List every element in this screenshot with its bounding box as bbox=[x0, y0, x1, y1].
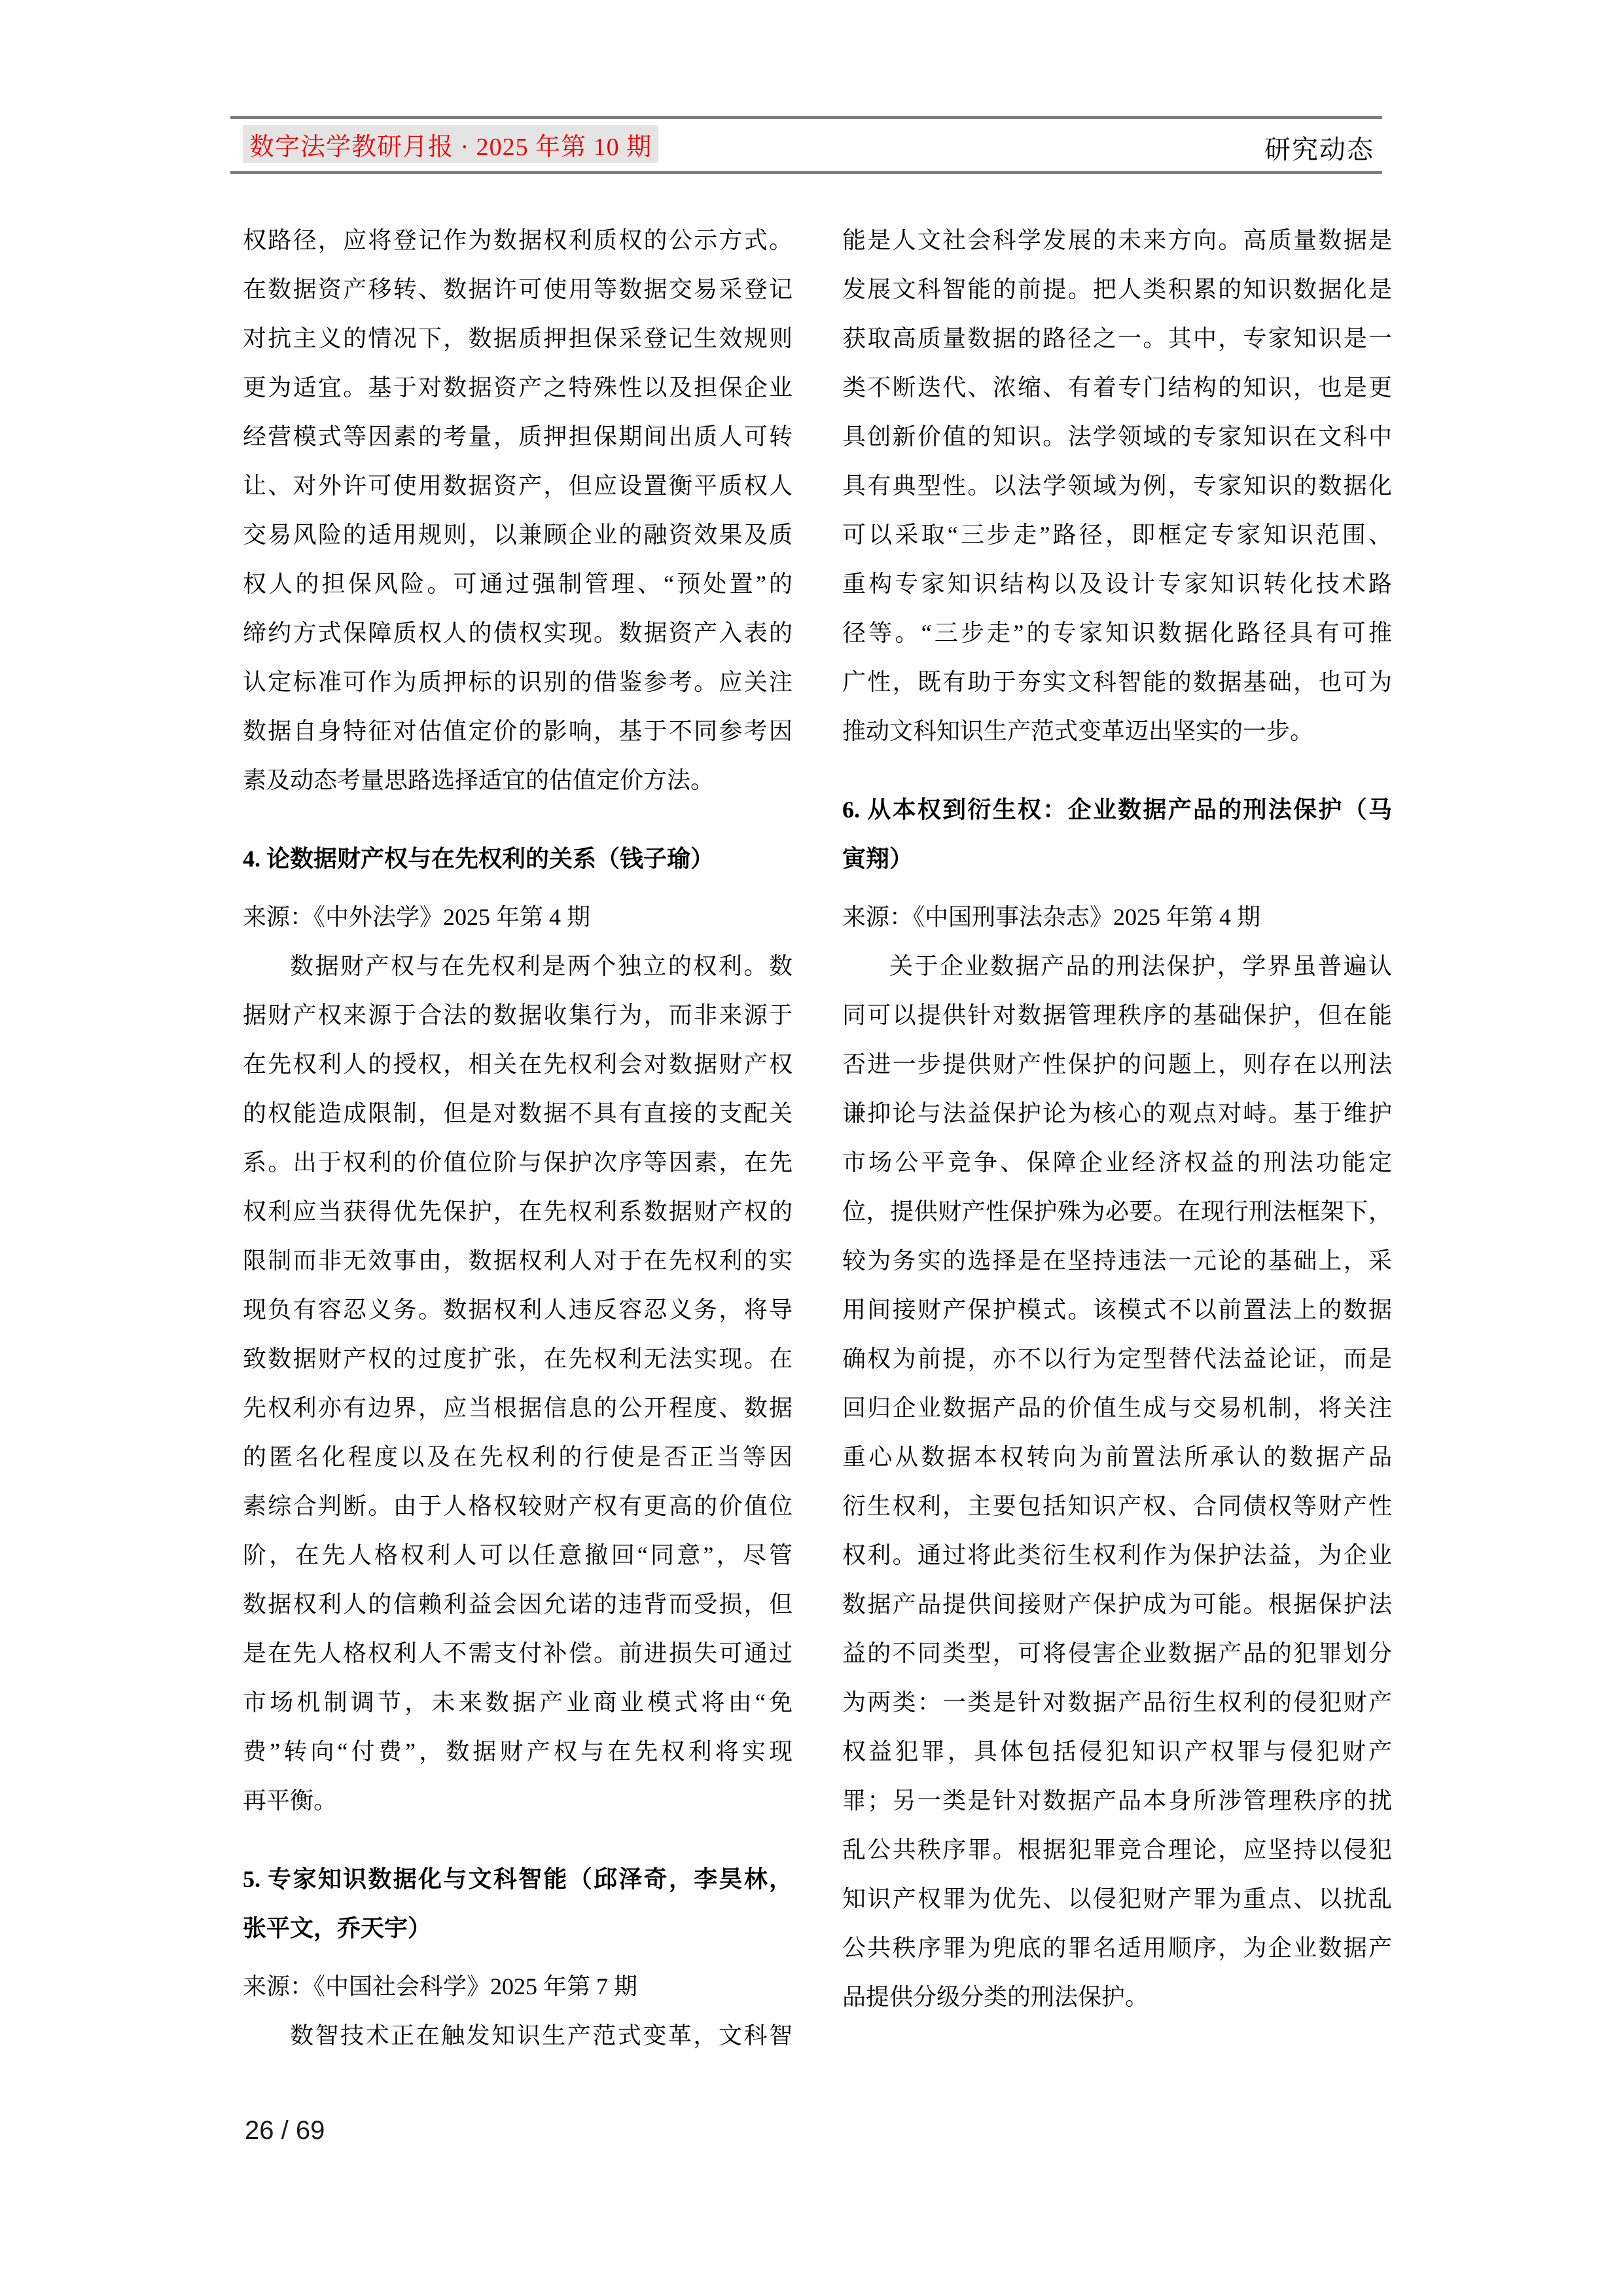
text-line: 权路径，应将登记作为数据权利质权的公示方式。 bbox=[243, 227, 793, 253]
masthead bbox=[243, 125, 658, 163]
text-line: 是在先人格权利人不需支付补偿。前进损失可通过 bbox=[243, 1640, 793, 1666]
article6-source bbox=[842, 893, 1392, 942]
text-line: 费”转向“付费”，数据财产权与在先权利将实现 bbox=[243, 1738, 793, 1765]
text-line: 重构专家知识结构以及设计专家知识转化技术路 bbox=[842, 571, 1392, 597]
text-line: 罪；另一类是针对数据产品本身所涉管理秩序的扰 bbox=[842, 1787, 1392, 1814]
text-line: 径等。“三步走”的专家知识数据化路径具有可推 bbox=[842, 620, 1392, 646]
text-line: 交易风险的适用规则，以兼顾企业的融资效果及质 bbox=[243, 522, 793, 548]
text-line: 据财产权来源于合法的数据收集行为，而非来源于 bbox=[243, 1002, 793, 1028]
text-line: 素及动态考量思路选择适宜的估值定价方法。 bbox=[243, 767, 715, 793]
text-line: 张平文，乔天宇） bbox=[243, 1915, 432, 1941]
text-line: 广性，既有助于夯实文科智能的数据基础，也可为 bbox=[842, 669, 1392, 695]
text-line: 位，提供财产性保护殊为必要。在现行刑法框架下， bbox=[842, 1198, 1392, 1225]
article4-abstract bbox=[243, 942, 793, 1825]
text-line: 对抗主义的情况下，数据质押担保采登记生效规则 bbox=[243, 325, 793, 351]
text-line: 权利。通过将此类衍生权利作为保护法益，为企业 bbox=[842, 1542, 1392, 1568]
text-line: 同可以提供针对数据管理秩序的基础保护，但在能 bbox=[842, 1002, 1392, 1028]
text-line: 在数据资产移转、数据许可使用等数据交易采登记 bbox=[243, 276, 793, 302]
text-line: 4. 论数据财产权与在先权利的关系（钱子瑜） bbox=[243, 846, 715, 872]
text-line: 再平衡。 bbox=[243, 1787, 338, 1814]
article5-source bbox=[243, 1962, 793, 2011]
text-line: 的匿名化程度以及在先权利的行使是否正当等因 bbox=[243, 1444, 793, 1470]
text-line: 先权利亦有边界，应当根据信息的公开程度、数据 bbox=[243, 1395, 793, 1421]
text-line: 类不断迭代、浓缩、有着专门结构的知识，也是更 bbox=[842, 374, 1392, 401]
text-line: 知识产权罪为优先、以侵犯财产罪为重点、以扰乱 bbox=[842, 1886, 1392, 1912]
text-line: 回归企业数据产品的价值生成与交易机制，将关注 bbox=[842, 1395, 1392, 1421]
text-line: 在先权利人的授权，相关在先权利会对数据财产权 bbox=[243, 1051, 793, 1077]
text-line: 市场公平竞争、保障企业经济权益的刑法功能定 bbox=[842, 1149, 1392, 1175]
text-line: 市场机制调节，未来数据产业商业模式将由“免 bbox=[243, 1689, 793, 1715]
text-line: 益的不同类型，可将侵害企业数据产品的犯罪划分 bbox=[842, 1640, 1392, 1666]
text-line: 认定标准可作为质押标的识别的借鉴参考。应关注 bbox=[243, 669, 793, 695]
text-line: 获取高质量数据的路径之一。其中，专家知识是一 bbox=[842, 325, 1392, 351]
text-line: 致数据财产权的过度扩张，在先权利无法实现。在 bbox=[243, 1346, 793, 1372]
text-line: 可以采取“三步走”路径，即框定专家知识范围、 bbox=[842, 522, 1392, 548]
text-line: 的权能造成限制，但是对数据不具有直接的支配关 bbox=[243, 1100, 793, 1126]
text-line: 素综合判断。由于人格权较财产权有更高的价值位 bbox=[243, 1493, 793, 1519]
text-line: 具创新价值的知识。法学领域的专家知识在文科中 bbox=[842, 423, 1392, 450]
text-line: 具有典型性。以法学领域为例，专家知识的数据化 bbox=[842, 473, 1392, 499]
masthead-title: 数字法学教研月报 · 2025 年第 10 期 bbox=[249, 133, 652, 161]
article5-abstract-continuation bbox=[842, 216, 1392, 756]
text-line: 系。出于权利的价值位阶与保护次序等因素，在先 bbox=[243, 1149, 793, 1175]
text-line: 为两类：一类是针对数据产品衍生权利的侵犯财产 bbox=[842, 1689, 1392, 1715]
text-line: 谦抑论与法益保护论为核心的观点对峙。基于维护 bbox=[842, 1100, 1392, 1126]
text-line: 用间接财产保护模式。该模式不以前置法上的数据 bbox=[842, 1297, 1392, 1323]
column-left bbox=[243, 216, 793, 2060]
text-line: 数据自身特征对估值定价的影响，基于不同参考因 bbox=[243, 718, 793, 744]
text-line: 公共秩序罪为兜底的罪名适用顺序，为企业数据产 bbox=[842, 1935, 1392, 1961]
text-line: 来源：《中国社会科学》2025 年第 7 期 bbox=[243, 1973, 638, 2000]
header-rule-bottom bbox=[230, 171, 1382, 174]
text-line: 让、对外许可使用数据资产，但应设置衡平质权人 bbox=[243, 473, 793, 499]
text-line: 权益犯罪，具体包括侵犯知识产权罪与侵犯财产 bbox=[842, 1738, 1392, 1765]
article3-continuation-paragraph bbox=[243, 216, 793, 805]
article4-source bbox=[243, 893, 793, 942]
text-line: 寅翔） bbox=[842, 846, 914, 872]
text-line: 较为务实的选择是在坚持违法一元论的基础上，采 bbox=[842, 1247, 1392, 1274]
text-line: 现负有容忍义务。数据权利人违反容忍义务，将导 bbox=[243, 1297, 793, 1323]
text-line: 能是人文社会科学发展的未来方向。高质量数据是 bbox=[842, 227, 1392, 253]
text-line: 衍生权利，主要包括知识产权、合同债权等财产性 bbox=[842, 1493, 1392, 1519]
text-line: 缔约方式保障质权人的债权实现。数据资产入表的 bbox=[243, 620, 793, 646]
text-line: 乱公共秩序罪。根据犯罪竞合理论，应坚持以侵犯 bbox=[842, 1837, 1392, 1863]
text-line: 重心从数据本权转向为前置法所承认的数据产品 bbox=[842, 1444, 1392, 1470]
text-line: 来源：《中外法学》2025 年第 4 期 bbox=[243, 904, 591, 930]
text-line: 数据财产权与在先权利是两个独立的权利。数 bbox=[290, 953, 793, 979]
article6-abstract bbox=[842, 942, 1392, 2022]
text-line: 品提供分级分类的刑法保护。 bbox=[842, 1984, 1149, 2010]
header-section-label: 研究动态 bbox=[1264, 135, 1374, 164]
text-line: 数据产品提供间接财产保护成为可能。根据保护法 bbox=[842, 1591, 1392, 1617]
article5-heading bbox=[243, 1855, 793, 1953]
text-line: 数智技术正在触发知识生产范式变革，文科智 bbox=[290, 2022, 793, 2049]
text-line: 发展文科智能的前提。把人类积累的知识数据化是 bbox=[842, 276, 1392, 302]
text-line: 5. 专家知识数据化与文科智能（邱泽奇，李昊林， bbox=[243, 1866, 793, 1892]
text-line: 确权为前提，亦不以行为定型替代法益论证，而是 bbox=[842, 1346, 1392, 1372]
column-right bbox=[842, 216, 1392, 2022]
text-line: 关于企业数据产品的刑法保护，学界虽普遍认 bbox=[889, 953, 1392, 979]
text-line: 数据权利人的信赖利益会因允诺的违背而受损，但 bbox=[243, 1591, 793, 1617]
text-line: 权利应当获得优先保护，在先权利系数据财产权的 bbox=[243, 1198, 793, 1225]
text-line: 更为适宜。基于对数据资产之特殊性以及担保企业 bbox=[243, 374, 793, 401]
text-line: 权人的担保风险。可通过强制管理、“预处置”的 bbox=[243, 571, 793, 597]
text-line: 推动文科知识生产范式变革迈出坚实的一步。 bbox=[842, 718, 1314, 744]
text-line: 否进一步提供财产性保护的问题上，则存在以刑法 bbox=[842, 1051, 1392, 1077]
page-number: 26 / 69 bbox=[245, 2116, 325, 2145]
header-rule-top bbox=[230, 116, 1382, 119]
article4-heading bbox=[243, 834, 793, 884]
text-line: 来源：《中国刑事法杂志》2025 年第 4 期 bbox=[842, 904, 1261, 930]
text-line: 6. 从本权到衍生权：企业数据产品的刑法保护（马 bbox=[842, 797, 1392, 823]
article6-heading bbox=[842, 785, 1392, 884]
text-line: 经营模式等因素的考量，质押担保期间出质人可转 bbox=[243, 423, 793, 450]
text-line: 阶，在先人格权利人可以任意撤回“同意”，尽管 bbox=[243, 1542, 793, 1568]
article5-abstract bbox=[243, 2011, 793, 2060]
text-line: 限制而非无效事由，数据权利人对于在先权利的实 bbox=[243, 1247, 793, 1274]
